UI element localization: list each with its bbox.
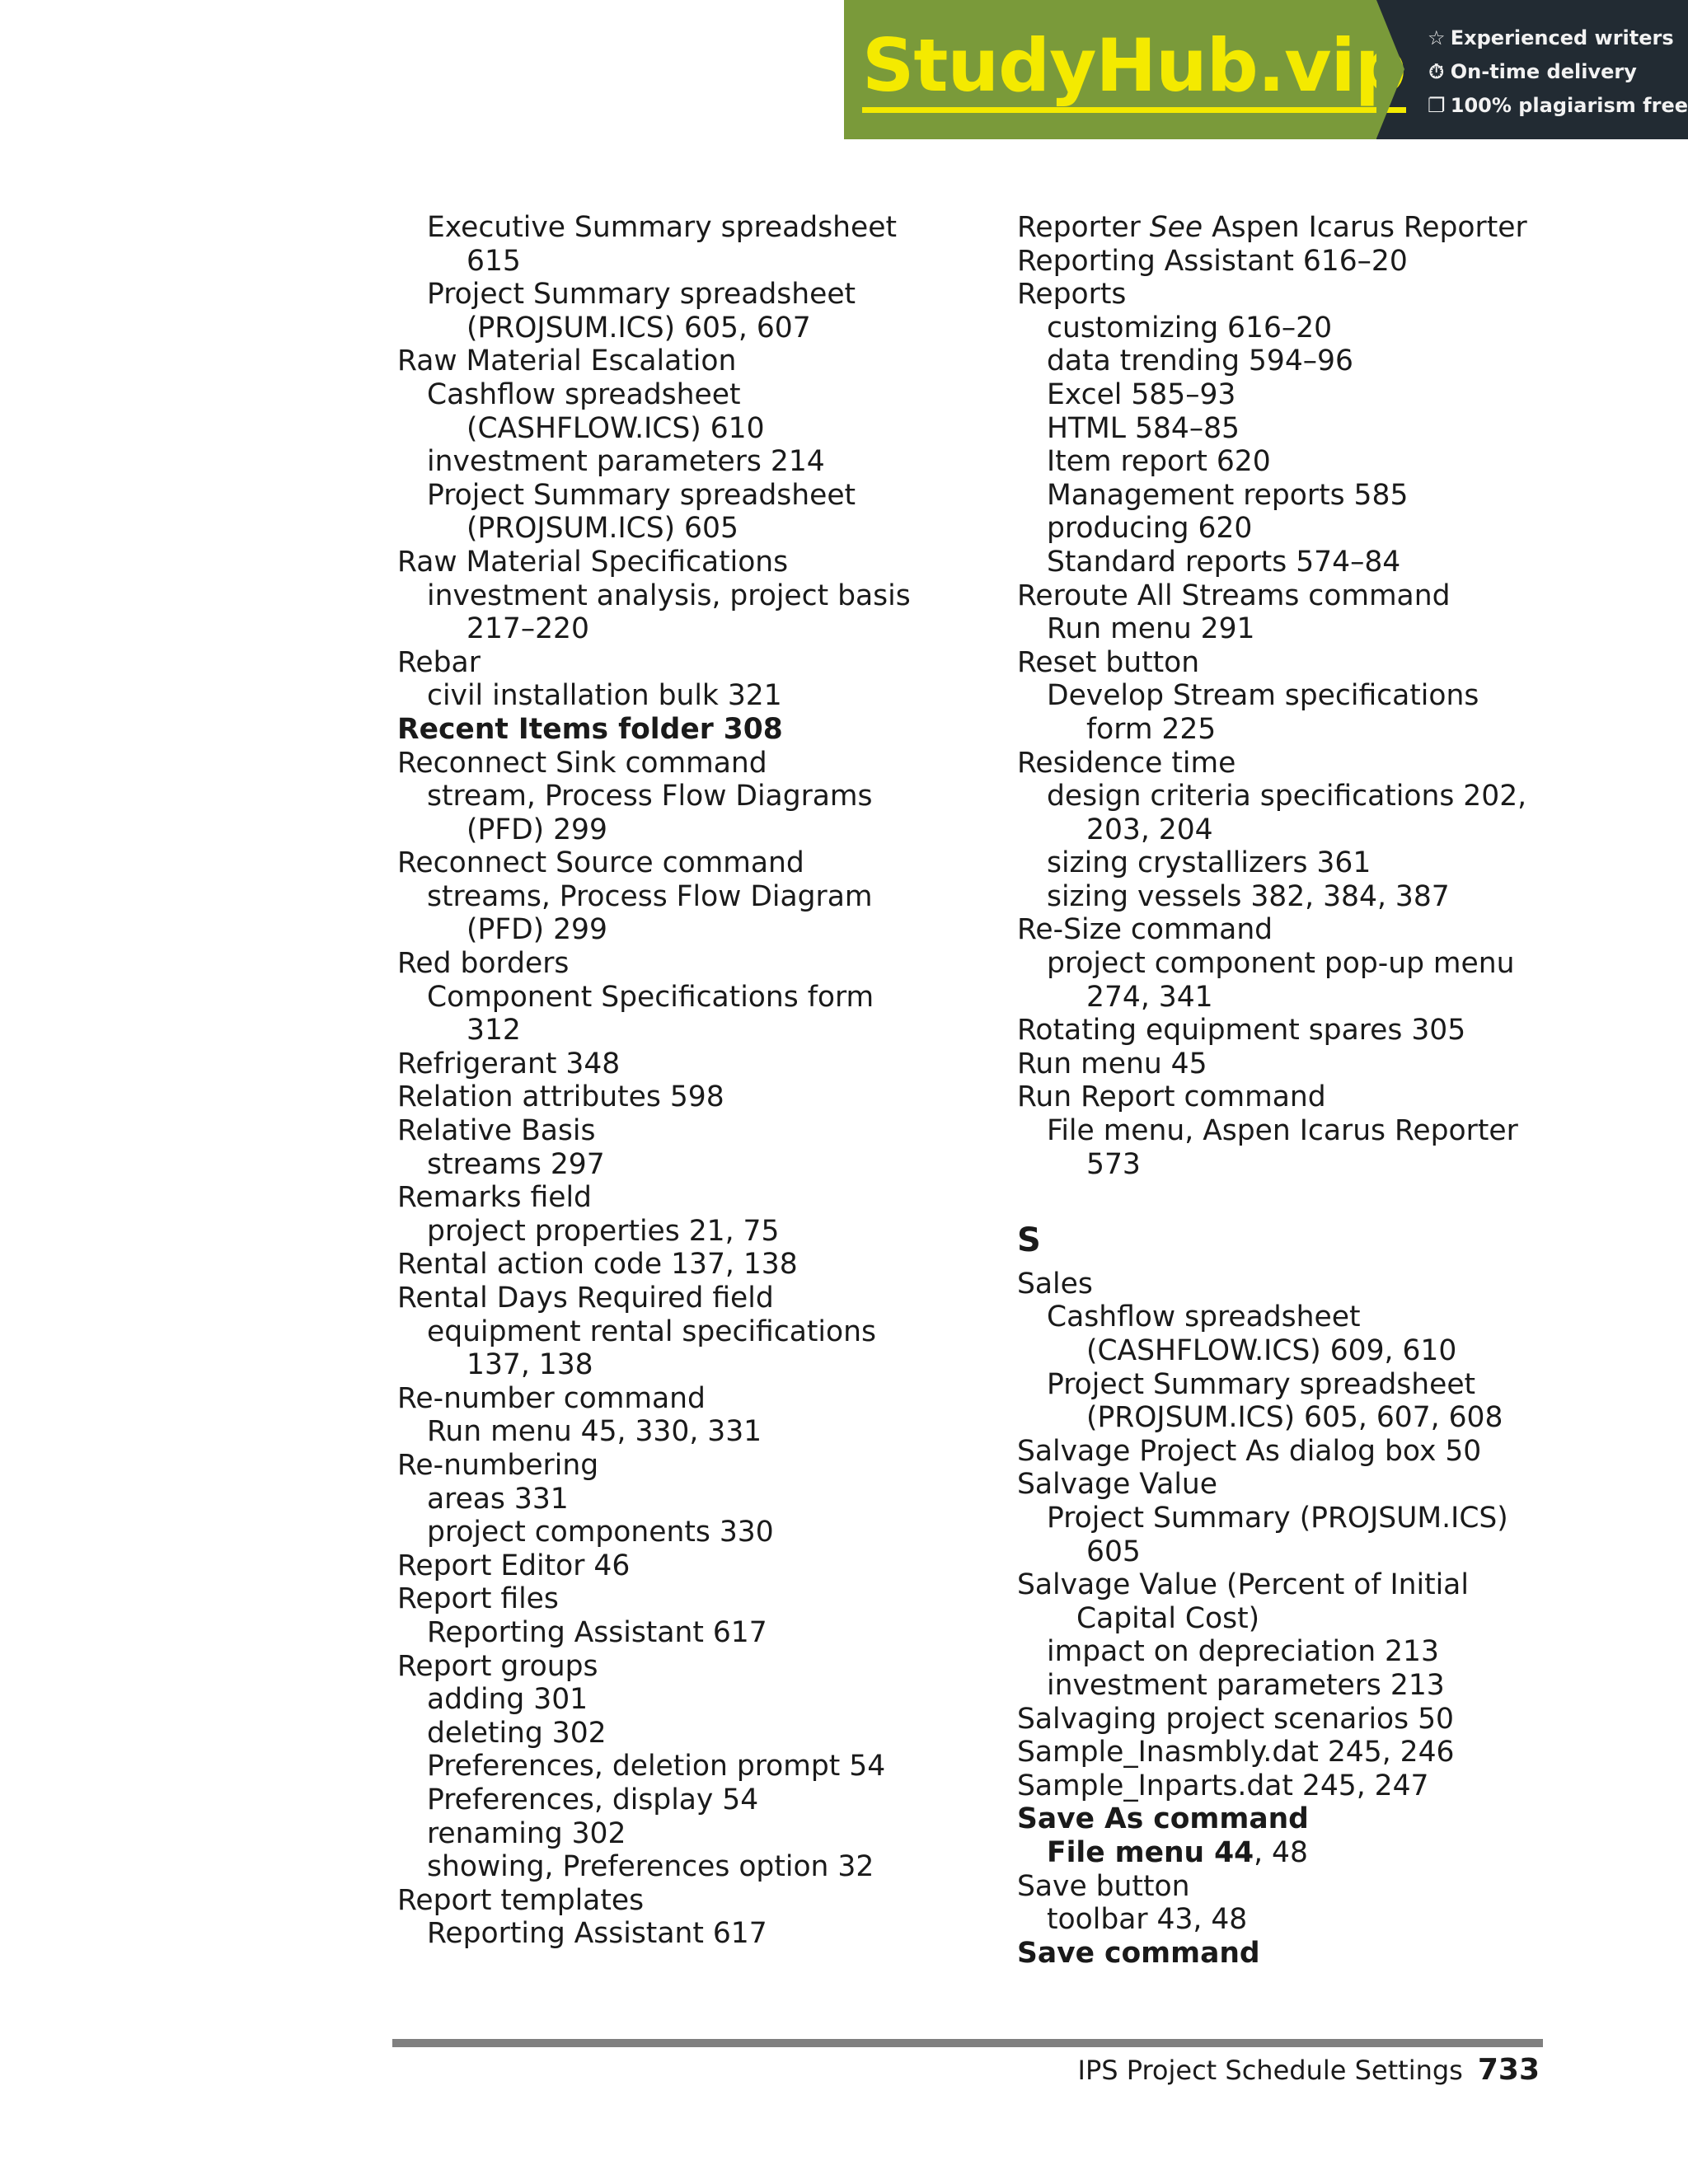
index-entry (397, 211, 911, 245)
index-entry-text: project component pop-up menu (1047, 947, 1515, 981)
feature-experienced (1426, 21, 1688, 55)
index-entry (1017, 1080, 1527, 1114)
index-entry-text: data trending 594–96 (1047, 344, 1353, 378)
index-entry-text: 217–220 (467, 612, 589, 646)
index-entry (1017, 713, 1527, 747)
index-entry (397, 1148, 911, 1182)
index-entry (397, 1282, 911, 1315)
index-entry (397, 947, 911, 981)
index-entry-text: (PFD) 299 (467, 913, 607, 947)
index-entry-text: Remarks field (397, 1181, 592, 1215)
index-entry (397, 1549, 911, 1583)
index-entry (397, 445, 911, 479)
index-entry-text: investment parameters 214 (427, 445, 825, 479)
index-entry-text: design criteria specifications 202, (1047, 780, 1527, 813)
index-entry-text: Sales (1017, 1267, 1093, 1301)
index-entry (1017, 646, 1527, 680)
index-entry-text: Report groups (397, 1649, 598, 1683)
index-entry-text: Reset button (1017, 645, 1200, 679)
index-entry (1017, 211, 1527, 245)
index-entry-text: Recent Items folder 308 (397, 712, 783, 746)
index-column-right (1017, 211, 1527, 1970)
index-entry-text: 312 (467, 1014, 521, 1047)
index-entry (397, 278, 911, 312)
banner-features (1376, 0, 1688, 139)
index-entry-text: 615 (467, 244, 521, 278)
section-letter: S (1017, 1221, 1041, 1259)
index-entry (1017, 1334, 1527, 1368)
index-entry (397, 579, 911, 613)
index-entry-text: Cashflow spreadsheet (427, 377, 741, 411)
index-entry (397, 412, 911, 446)
index-entry (397, 344, 911, 378)
index-entry-text: Reporting Assistant 617 (427, 1917, 767, 1951)
index-entry (397, 1750, 911, 1783)
index-entry (397, 1114, 911, 1148)
studyhub-logo[interactable]: StudyHub.vip (862, 25, 1406, 113)
index-entry (1017, 846, 1527, 880)
feature-label: Experienced writers (1450, 26, 1674, 49)
index-entry-text: Run menu 45 (1017, 1047, 1207, 1080)
index-entry-text: (PROJSUM.ICS) 605, 607, 608 (1086, 1401, 1503, 1435)
index-entry-text: civil installation bulk 321 (427, 679, 782, 713)
index-entry (397, 780, 911, 813)
index-entry (1017, 1602, 1527, 1636)
index-entry (1017, 579, 1527, 613)
cross-reference-see: See (1149, 211, 1203, 244)
index-entry (397, 981, 911, 1015)
index-entry (1017, 880, 1527, 914)
index-entry-text: Re-Size command (1017, 913, 1273, 947)
index-entry-text: Refrigerant 348 (397, 1047, 621, 1080)
index-entry (397, 1415, 911, 1449)
index-entry-text: 137, 138 (467, 1348, 593, 1382)
index-entry (397, 479, 911, 513)
index-entry-text: Capital Cost) (1076, 1601, 1260, 1635)
index-entry-text: (PROJSUM.ICS) 605 (467, 512, 738, 546)
index-entry-text: investment analysis, project basis (427, 579, 911, 612)
index-entry (1017, 412, 1527, 446)
index-entry (1017, 1401, 1527, 1435)
index-entry (397, 245, 911, 279)
index-entry-text: Re-numbering (397, 1448, 599, 1482)
index-entry-text: Rental Days Required field (397, 1282, 774, 1315)
index-entry-text: Save As command (1017, 1802, 1309, 1836)
index-entry-text: equipment rental specifications (427, 1315, 876, 1348)
copy-icon: ❐ (1427, 94, 1446, 117)
index-entry (1017, 1368, 1527, 1402)
index-entry (1017, 1301, 1527, 1334)
index-entry (1017, 344, 1527, 378)
index-entry-text: Sample_Inasmbly.dat 245, 246 (1017, 1736, 1455, 1769)
index-entry-text: Rotating equipment spares 305 (1017, 1014, 1466, 1047)
index-group-r (1017, 211, 1527, 1181)
index-entry (1017, 1870, 1527, 1904)
index-entry (1017, 1148, 1527, 1182)
footer-rule (392, 2039, 1543, 2047)
index-entry (397, 1014, 911, 1047)
index-entry-text: investment parameters 213 (1047, 1668, 1445, 1702)
index-entry (1017, 1468, 1527, 1502)
index-entry-text: Reporting Assistant 617 (427, 1615, 767, 1649)
index-entry-text: (PROJSUM.ICS) 605, 607 (467, 311, 811, 344)
index-entry (1017, 445, 1527, 479)
index-entry-text: streams, Process Flow Diagram (427, 879, 873, 913)
feature-label: 100% plagiarism free (1450, 94, 1688, 117)
index-entry (1017, 312, 1527, 345)
index-entry-text: Run menu 291 (1047, 612, 1255, 646)
index-entry (397, 1080, 911, 1114)
index-entry-text: Re-number command (397, 1381, 706, 1415)
index-entry (1017, 378, 1527, 412)
index-entry-text: Management reports 585 (1047, 478, 1409, 512)
index-entry-text: Excel 585–93 (1047, 377, 1236, 411)
index-entry (397, 1248, 911, 1282)
index-entry-text: Rebar (397, 645, 481, 679)
index-column-left (397, 211, 911, 1951)
index-entry-text: 573 (1086, 1147, 1141, 1181)
index-entry (397, 1717, 911, 1750)
index-entry (1017, 747, 1527, 780)
index-entry (1017, 612, 1527, 646)
index-entry (1017, 947, 1527, 981)
index-entry-text: Raw Material Escalation (397, 344, 737, 378)
index-entry-text: Item report 620 (1047, 445, 1271, 479)
feature-ontime (1426, 55, 1688, 89)
index-entry-text: Reconnect Source command (397, 846, 804, 880)
feature-plagiarism (1426, 89, 1688, 123)
index-entry (1017, 780, 1527, 813)
index-entry-text: Residence time (1017, 746, 1236, 780)
page-number: 733 (1477, 2053, 1540, 2087)
index-entry (397, 1783, 911, 1817)
index-entry-text: Run Report command (1017, 1080, 1326, 1114)
index-entry-text: HTML 584–85 (1047, 411, 1240, 445)
index-entry (397, 1215, 911, 1249)
clock-icon: ⏱ (1428, 60, 1445, 83)
index-entry-text: Save button (1017, 1869, 1190, 1903)
index-entry-text: Save command (1017, 1936, 1260, 1970)
index-entry (397, 1884, 911, 1918)
index-entry (1017, 1669, 1527, 1703)
index-entry (1017, 981, 1527, 1015)
index-entry-text: 274, 341 (1086, 980, 1213, 1014)
index-entry-text: Salvage Value (1017, 1468, 1218, 1502)
index-entry-text: Develop Stream specifications (1047, 679, 1479, 713)
index-entry-rest: Aspen Icarus Reporter (1203, 211, 1527, 244)
index-entry-text: Relation attributes 598 (397, 1080, 724, 1114)
index-entry (1017, 278, 1527, 312)
index-entry (397, 1683, 911, 1717)
index-entry (397, 713, 911, 747)
index-entry-text: File menu 44 (1047, 1835, 1254, 1869)
index-entry-text: 605 (1086, 1535, 1141, 1568)
index-entry (397, 1917, 911, 1951)
index-entry (397, 679, 911, 713)
index-entry-text: sizing vessels 382, 384, 387 (1047, 879, 1450, 913)
index-entry-text: 203, 204 (1086, 813, 1213, 846)
index-entry (1017, 1703, 1527, 1736)
index-entry-text: impact on depreciation 213 (1047, 1635, 1439, 1669)
index-entry (397, 1382, 911, 1416)
index-entry-text: Project Summary (PROJSUM.ICS) (1047, 1501, 1508, 1535)
index-entry (1017, 245, 1527, 279)
index-entry (397, 378, 911, 412)
index-entry-text: Standard reports 574–84 (1047, 545, 1401, 579)
index-entry-text: customizing 616–20 (1047, 311, 1333, 344)
index-entry-text: Rental action code 137, 138 (397, 1248, 798, 1282)
index-entry (397, 1817, 911, 1851)
index-entry-text: areas 331 (427, 1482, 569, 1516)
index-entry-text: Reroute All Streams command (1017, 579, 1451, 612)
index-entry (1017, 1568, 1527, 1602)
index-entry-text: Component Specifications form (427, 980, 874, 1014)
footer-title: IPS Project Schedule Settings (1077, 2055, 1463, 2086)
index-entry-text: Report Editor 46 (397, 1549, 631, 1582)
index-entry-text: adding 301 (427, 1683, 588, 1717)
index-entry-text: stream, Process Flow Diagrams (427, 780, 873, 813)
index-entry-text: Salvaging project scenarios 50 (1017, 1702, 1454, 1736)
index-entry (397, 1449, 911, 1483)
index-entry (1017, 1903, 1527, 1937)
index-entry-text: project components 330 (427, 1516, 774, 1549)
index-entry-text: Sample_Inparts.dat 245, 247 (1017, 1769, 1429, 1802)
index-entry-text: File menu, Aspen Icarus Reporter (1047, 1114, 1518, 1148)
index-entry-text: Cashflow spreadsheet (1047, 1301, 1361, 1334)
index-entry-text: showing, Preferences option 32 (427, 1850, 874, 1884)
index-entry (1017, 913, 1527, 947)
index-entry-text: producing 620 (1047, 512, 1253, 546)
index-entry (397, 1582, 911, 1616)
index-entry (397, 312, 911, 345)
index-entry (397, 1348, 911, 1382)
index-entry-text: Red borders (397, 947, 570, 981)
index-entry-rest: , 48 (1254, 1835, 1308, 1869)
index-entry-text: sizing crystallizers 361 (1047, 846, 1372, 880)
index-entry (1017, 1014, 1527, 1047)
index-entry-text: Reporting Assistant 616–20 (1017, 244, 1408, 278)
index-entry-text: Report files (397, 1582, 559, 1616)
index-group-s (1017, 1268, 1527, 1970)
ad-banner[interactable] (844, 0, 1688, 139)
index-entry (1017, 512, 1527, 546)
index-entry (397, 913, 911, 947)
index-entry-text: Project Summary spreadsheet (1047, 1367, 1476, 1401)
index-entry (1017, 1047, 1527, 1081)
index-entry (397, 1047, 911, 1081)
index-entry-text: Raw Material Specifications (397, 545, 789, 579)
index-entry (1017, 1937, 1527, 1971)
index-entry (397, 1616, 911, 1650)
index-entry (1017, 1435, 1527, 1469)
index-entry-text: streams 297 (427, 1147, 605, 1181)
index-entry-text: Project Summary spreadsheet (427, 478, 856, 512)
index-entry (1017, 1114, 1527, 1148)
index-entry-text: Preferences, deletion prompt 54 (427, 1750, 886, 1783)
index-entry-text: Project Summary spreadsheet (427, 278, 856, 312)
index-entry-text: Run menu 45, 330, 331 (427, 1415, 762, 1449)
index-entry-text: toolbar 43, 48 (1047, 1903, 1248, 1937)
index-entry (397, 1650, 911, 1684)
section-gap (1017, 1181, 1527, 1215)
index-entry (397, 612, 911, 646)
index-entry (397, 512, 911, 546)
index-entry (397, 546, 911, 579)
index-entry (1017, 1635, 1527, 1669)
index-entry-text: Reporter (1017, 211, 1150, 244)
index-entry (1017, 813, 1527, 847)
index-entry (397, 1850, 911, 1884)
index-entry (1017, 1268, 1527, 1301)
index-entry-text: (PFD) 299 (467, 813, 607, 846)
banner-brand (844, 0, 1406, 139)
index-entry (1017, 1802, 1527, 1836)
index-entry (1017, 546, 1527, 579)
feature-label: On-time delivery (1450, 60, 1637, 83)
index-entry (397, 1181, 911, 1215)
index-entry (397, 1483, 911, 1516)
index-entry-text: Reports (1017, 278, 1127, 312)
index-entry-text: (CASHFLOW.ICS) 609, 610 (1086, 1334, 1457, 1367)
index-entry (397, 1315, 911, 1349)
index-entry (1017, 679, 1527, 713)
index-entry (1017, 479, 1527, 513)
index-entry (397, 1516, 911, 1549)
index-entry-text: project properties 21, 75 (427, 1214, 780, 1248)
index-entry-text: Salvage Value (Percent of Initial (1017, 1568, 1469, 1602)
index-entry (397, 747, 911, 780)
index-entry (1017, 1769, 1527, 1803)
index-entry (397, 846, 911, 880)
index-entry-text: renaming 302 (427, 1816, 626, 1850)
index-entry (397, 880, 911, 914)
index-entry (397, 646, 911, 680)
index-entry-text: Reconnect Sink command (397, 746, 767, 780)
index-entry-text: Report templates (397, 1883, 645, 1917)
index-entry (397, 813, 911, 847)
index-entry-text: Relative Basis (397, 1114, 596, 1148)
index-entry (1017, 1836, 1527, 1870)
index-entry-text: (CASHFLOW.ICS) 610 (467, 411, 765, 445)
index-entry (1017, 1535, 1527, 1569)
index-entry-text: Preferences, display 54 (427, 1783, 759, 1816)
index-entry-text: Executive Summary spreadsheet (427, 211, 898, 244)
index-entry-text: Salvage Project As dialog box 50 (1017, 1434, 1482, 1468)
index-entry-text: deleting 302 (427, 1716, 607, 1750)
index-entry (1017, 1736, 1527, 1769)
index-entry (1017, 1502, 1527, 1535)
page-footer (1078, 2052, 1540, 2088)
star-icon: ☆ (1427, 26, 1446, 49)
index-entry-text: form 225 (1086, 712, 1217, 746)
